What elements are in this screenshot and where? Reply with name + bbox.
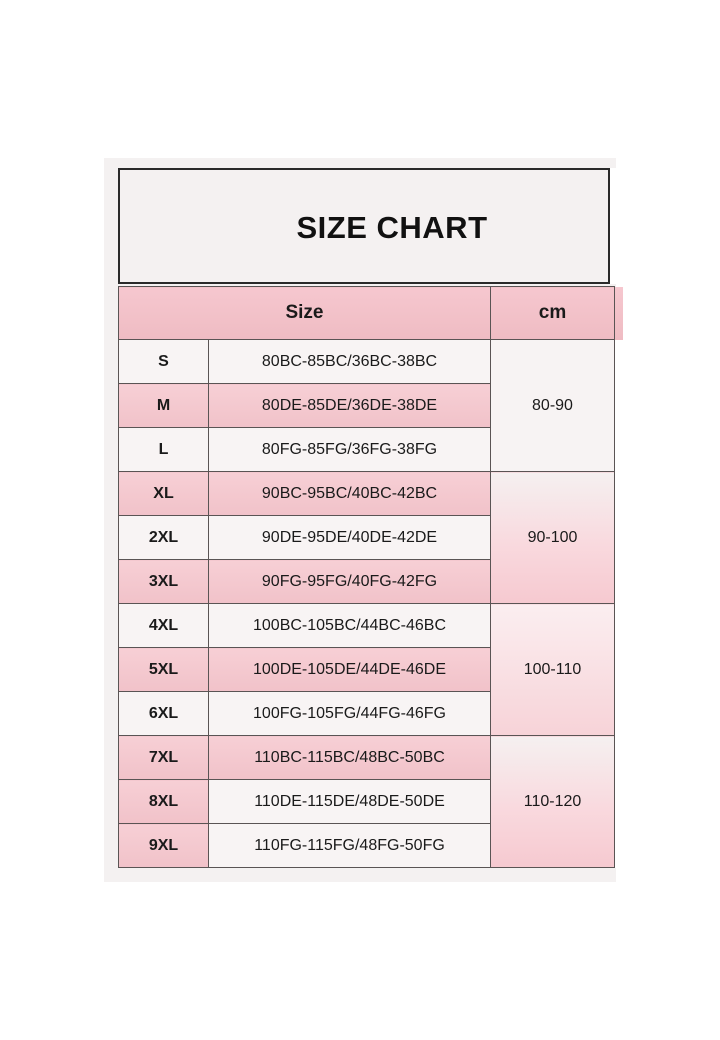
size-cell: 8XL bbox=[119, 780, 209, 824]
size-cell: 7XL bbox=[119, 736, 209, 780]
cm-cell: 80-90 bbox=[491, 340, 615, 472]
size-cell: 3XL bbox=[119, 560, 209, 604]
cm-header: cm bbox=[491, 287, 615, 340]
band-cell: 110DE-115DE/48DE-50DE bbox=[209, 780, 491, 824]
size-header: Size bbox=[119, 287, 491, 340]
size-cell: L bbox=[119, 428, 209, 472]
band-cell: 100BC-105BC/44BC-46BC bbox=[209, 604, 491, 648]
cm-cell: 90-100 bbox=[491, 472, 615, 604]
title-right-edge bbox=[610, 168, 618, 284]
band-cell: 90BC-95BC/40BC-42BC bbox=[209, 472, 491, 516]
title-box bbox=[118, 168, 610, 284]
table-edge bbox=[615, 287, 624, 340]
size-cell: 6XL bbox=[119, 692, 209, 736]
table-edge bbox=[615, 340, 624, 472]
size-cell: 2XL bbox=[119, 516, 209, 560]
size-cell: M bbox=[119, 384, 209, 428]
table-row bbox=[119, 736, 624, 780]
cm-cell: 110-120 bbox=[491, 736, 615, 868]
size-cell: 9XL bbox=[119, 824, 209, 868]
size-cell: XL bbox=[119, 472, 209, 516]
cm-cell: 100-110 bbox=[491, 604, 615, 736]
table-edge bbox=[615, 472, 624, 604]
band-cell: 90FG-95FG/40FG-42FG bbox=[209, 560, 491, 604]
table-edge bbox=[615, 604, 624, 736]
band-cell: 80BC-85BC/36BC-38BC bbox=[209, 340, 491, 384]
band-cell: 110FG-115FG/48FG-50FG bbox=[209, 824, 491, 868]
band-cell: 80DE-85DE/36DE-38DE bbox=[209, 384, 491, 428]
band-cell: 100DE-105DE/44DE-46DE bbox=[209, 648, 491, 692]
table-row bbox=[119, 472, 624, 516]
size-cell: S bbox=[119, 340, 209, 384]
table-edge bbox=[615, 736, 624, 868]
size-table bbox=[118, 286, 623, 868]
chart-title: SIZE CHART bbox=[296, 210, 488, 245]
band-cell: 100FG-105FG/44FG-46FG bbox=[209, 692, 491, 736]
table-row bbox=[119, 604, 624, 648]
band-cell: 90DE-95DE/40DE-42DE bbox=[209, 516, 491, 560]
header-row bbox=[119, 287, 624, 340]
table-row bbox=[119, 340, 624, 384]
band-cell: 110BC-115BC/48BC-50BC bbox=[209, 736, 491, 780]
size-cell: 4XL bbox=[119, 604, 209, 648]
size-cell: 5XL bbox=[119, 648, 209, 692]
band-cell: 80FG-85FG/36FG-38FG bbox=[209, 428, 491, 472]
